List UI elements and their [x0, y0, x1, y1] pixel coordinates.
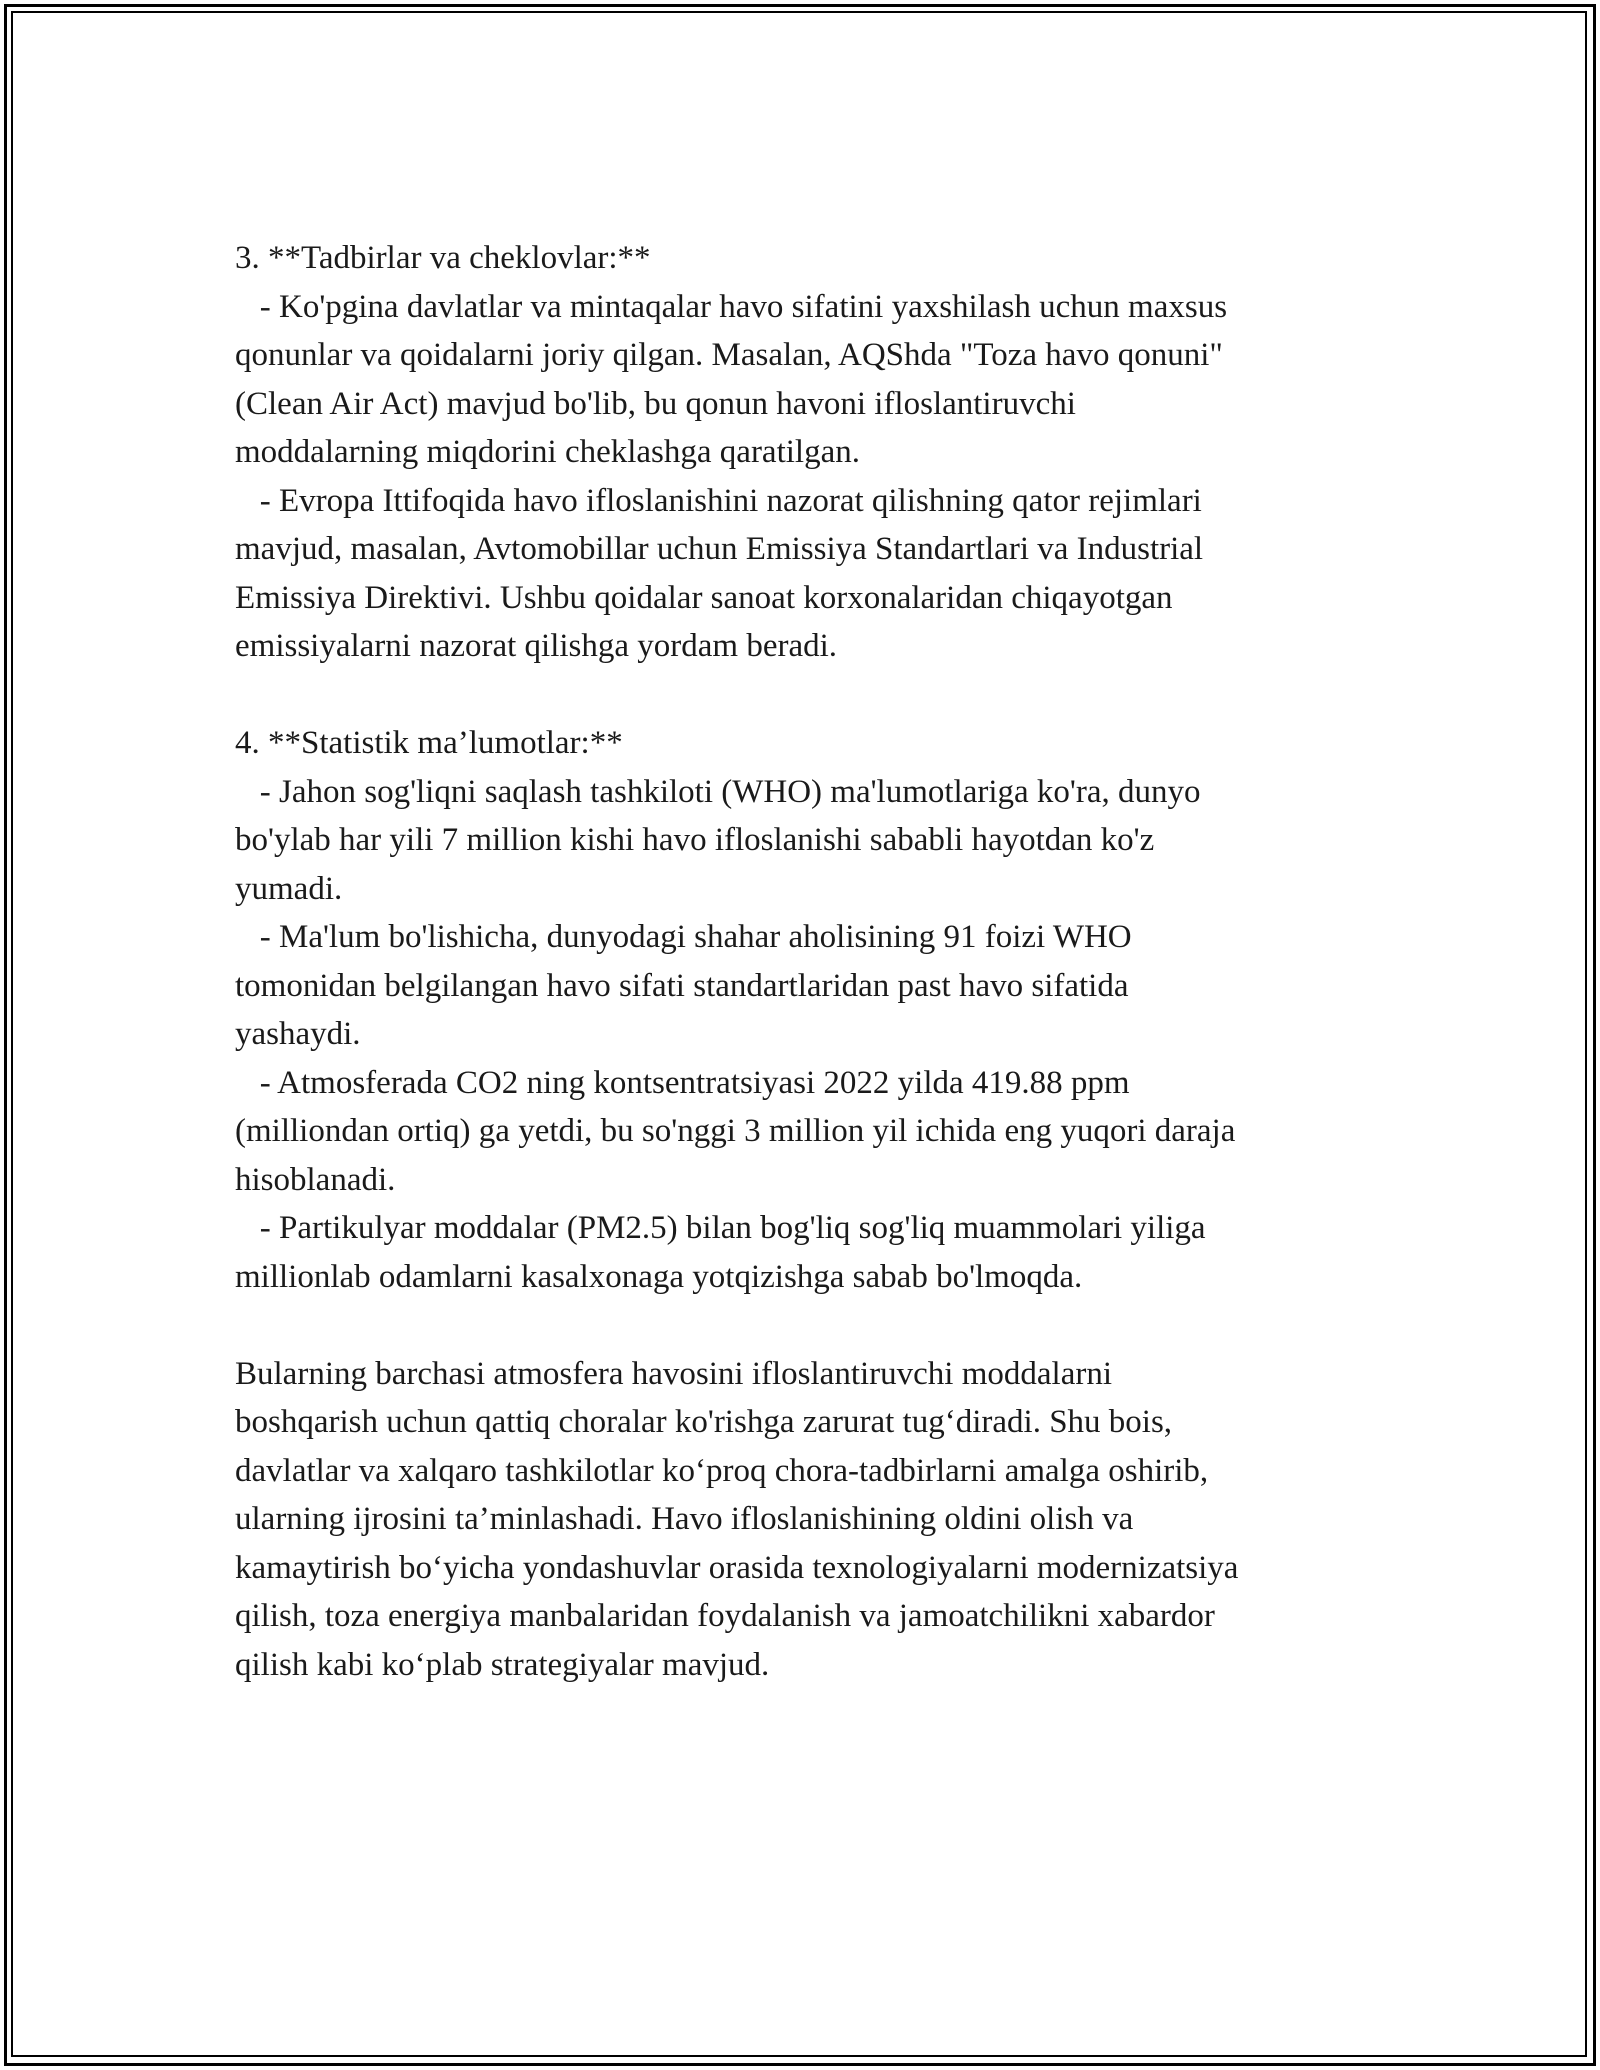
text-line: - Ma'lum bo'lishicha, dunyodagi shahar aholisining 91 foizi WHO [235, 919, 1132, 955]
text-line: bo'ylab har yili 7 million kishi havo ifloslanishi sababli hayotdan ko'z [235, 822, 1155, 858]
section-4-heading: 4. **Statistik ma’lumotlar:** [235, 725, 623, 761]
section-3-item-2 [235, 477, 1375, 671]
section-4-item-3 [235, 1059, 1375, 1205]
text-line: davlatlar va xalqaro tashkilotlar ko‘proq chora-tadbirlarni amalga oshirib, [235, 1452, 1209, 1489]
section-3 [235, 234, 1375, 671]
paragraph-gap [235, 671, 1375, 720]
text-line: - Atmosferada CO2 ning kontsentratsiyasi 2022 yilda 419.88 ppm [235, 1064, 1130, 1101]
text-line: qilish kabi ko‘plab strategiyalar mavjud. [235, 1646, 770, 1683]
document-body [235, 234, 1375, 1689]
text-line: millionlab odamlarni kasalxonaga yotqizishga sabab bo'lmoqda. [235, 1258, 1083, 1295]
section-4-item-1 [235, 768, 1375, 914]
text-line: - Partikulyar moddalar (PM2.5) bilan bog'liq sog'liq muammolari yiliga [235, 1210, 1206, 1246]
text-line: emissiyalarni nazorat qilishga yordam beradi. [235, 628, 838, 664]
text-line: - Evropa Ittifoqida havo ifloslanishini nazorat qilishning qator rejimlari [235, 482, 1202, 519]
section-4 [235, 719, 1375, 1301]
text-line: - Ko'pgina davlatlar va mintaqalar havo sifatini yaxshilash uchun maxsus [235, 288, 1228, 325]
text-line: boshqarish uchun qattiq choralar ko'rishga zarurat tug‘diradi. Shu bois, [235, 1404, 1173, 1440]
section-4-item-4 [235, 1204, 1375, 1301]
text-line: yashaydi. [235, 1016, 361, 1052]
conclusion-paragraph [235, 1350, 1375, 1690]
text-line: tomonidan belgilangan havo sifati standartlaridan past havo sifatida [235, 967, 1129, 1004]
section-3-heading: 3. **Tadbirlar va cheklovlar:** [235, 240, 651, 276]
text-line: qonunlar va qoidalarni joriy qilgan. Masalan, AQShda "Toza havo qonuni" [235, 337, 1223, 373]
text-line: (milliondan ortiq) ga yetdi, bu so'nggi 3 million yil ichida eng yuqori daraja [235, 1113, 1236, 1149]
text-line: moddalarning miqdorini cheklashga qaratilgan. [235, 434, 860, 470]
text-line: Bularning barchasi atmosfera havosini ifloslantiruvchi moddalarni [235, 1355, 1113, 1392]
section-3-item-1 [235, 283, 1375, 477]
text-line: qilish, toza energiya manbalaridan foydalanish va jamoatchilikni xabardor [235, 1598, 1215, 1634]
text-line: ularning ijrosini ta’minlashadi. Havo ifloslanishining oldini olish va [235, 1501, 1134, 1537]
text-line: hisoblanadi. [235, 1161, 396, 1198]
section-4-item-2 [235, 913, 1375, 1059]
text-line: yumadi. [235, 870, 343, 907]
text-line: Emissiya Direktivi. Ushbu qoidalar sanoat korxonalaridan chiqayotgan [235, 579, 1173, 616]
text-line: mavjud, masalan, Avtomobillar uchun Emissiya Standartlari va Industrial [235, 531, 1204, 567]
text-line: - Jahon sog'liqni saqlash tashkiloti (WHO) ma'lumotlariga ko'ra, dunyo [235, 773, 1201, 810]
paragraph-gap [235, 1301, 1375, 1350]
text-line: kamaytirish bo‘yicha yondashuvlar orasida texnologiyalarni modernizatsiya [235, 1549, 1239, 1586]
text-line: (Clean Air Act) mavjud bo'lib, bu qonun havoni ifloslantiruvchi [235, 385, 1076, 422]
